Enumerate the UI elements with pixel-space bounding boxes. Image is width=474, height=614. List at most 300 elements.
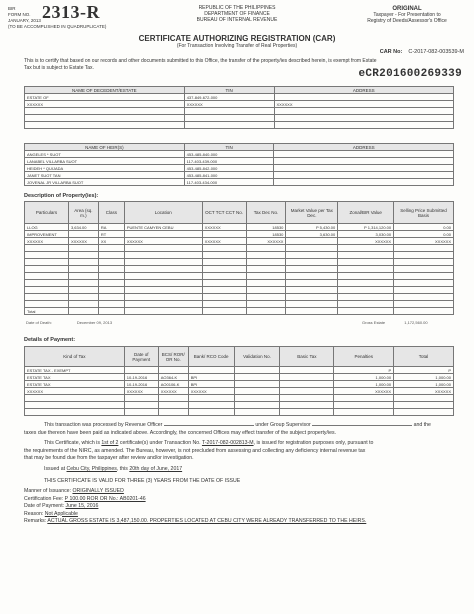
decedent-address-header: ADDRESS	[274, 87, 454, 94]
decedent-blank-cell	[25, 108, 185, 115]
payment-blank-cell	[124, 409, 158, 416]
payment-cell	[124, 367, 158, 374]
property-blank-cell	[286, 280, 338, 287]
issued-text-b: , this	[116, 466, 128, 472]
property-blank-cell	[286, 294, 338, 301]
payment-blank-cell	[334, 395, 394, 402]
property-cell: XXXXXX	[124, 238, 202, 245]
quadruplicate-note: (TO BE ACCOMPLISHED IN QUADRUPLICATE)	[8, 24, 107, 29]
heir-cell: 117-403-434-000	[184, 179, 274, 186]
payment-cell: XXXXXX	[158, 388, 188, 395]
property-cell: 3,630.00	[286, 231, 338, 238]
payment-cell: XXXXXX	[25, 388, 125, 395]
reason-label: Reason:	[24, 510, 44, 517]
property-blank-cell	[124, 294, 202, 301]
issued-date: 20th day of June, 2017	[129, 466, 183, 472]
payment-blank-cell	[158, 402, 188, 409]
property-blank-cell	[246, 252, 286, 259]
property-cell: LLOG	[25, 224, 69, 231]
payment-blank-row	[25, 409, 454, 416]
validity-statement: THIS CERTIFICATE IS VALID FOR THREE (3) YEARS FROM THE DATE OF ISSUE	[44, 478, 241, 484]
decedent-blank-row	[25, 108, 454, 115]
property-blank-cell	[124, 301, 202, 308]
issued-place: Cebu City, Philippines	[66, 466, 117, 472]
property-total-cell	[394, 308, 454, 315]
heirs-header-row	[25, 144, 454, 151]
payment-blank-cell	[334, 402, 394, 409]
payment-header-row	[25, 347, 454, 367]
property-blank-cell	[394, 245, 454, 252]
property-cell: 0.00	[394, 224, 454, 231]
payment-col-header: Basic Tax	[280, 347, 334, 367]
property-blank-cell	[286, 301, 338, 308]
payment-cell: XXXXXX	[334, 388, 394, 395]
payment-cell: ESTATE TAX	[25, 374, 125, 381]
copy-title: ORIGINAL	[392, 6, 422, 12]
property-blank-cell	[338, 266, 394, 273]
property-blank-cell	[246, 280, 286, 287]
property-blank-cell	[338, 287, 394, 294]
fee-value: P 100.00 ROR OR No.: AB0201-46	[64, 495, 146, 502]
gross-estate	[362, 320, 428, 325]
payment-row	[25, 381, 454, 388]
property-col-header: Selling Price Submitted Basis	[394, 202, 454, 224]
property-blank-cell	[202, 280, 246, 287]
car-number-label: CAR No:	[379, 49, 403, 55]
property-header-row	[25, 202, 454, 224]
decedent-blank-cell	[184, 122, 274, 129]
heir-cell	[274, 158, 454, 165]
reason-value: Not Applicable	[44, 510, 78, 517]
republic-line: REPUBLIC OF THE PHILIPPINES	[198, 5, 276, 11]
property-total-label: Total	[25, 308, 69, 315]
transaction-number: T-2017-082-002813-M	[201, 440, 254, 446]
property-col-header: Area (sq. m.)	[68, 202, 98, 224]
car-number	[380, 49, 464, 55]
property-cell: 0.00	[394, 231, 454, 238]
heir-cell	[274, 165, 454, 172]
decedent-cell	[274, 94, 454, 101]
heir-row	[25, 151, 454, 158]
property-blank-cell	[68, 301, 98, 308]
property-table	[24, 201, 454, 315]
property-blank-cell	[338, 294, 394, 301]
payment-blank-cell	[234, 402, 280, 409]
property-blank-cell	[25, 294, 69, 301]
property-blank-cell	[124, 280, 202, 287]
property-blank-cell	[394, 266, 454, 273]
processing-text-b: under Group Supervisor	[255, 422, 311, 428]
property-section-label: Description of Property(ies):	[24, 193, 99, 199]
payment-col-header: Penalties	[334, 347, 394, 367]
intro-line-2: Tax but is subject to Estate Tax.	[24, 65, 94, 71]
payment-blank-cell	[280, 395, 334, 402]
property-blank-cell	[25, 266, 69, 273]
copy-designation	[348, 6, 466, 24]
property-row	[25, 224, 454, 231]
payment-cell	[234, 367, 280, 374]
property-blank-cell	[25, 259, 69, 266]
property-blank-cell	[338, 273, 394, 280]
heir-row	[25, 165, 454, 172]
decedent-blank-cell	[274, 108, 454, 115]
decedent-blank-cell	[184, 115, 274, 122]
processing-line-2: taxes due thereon have been paid as indicated above. Accordingly, the concerned Offices may effect transfer of the subject property/ies.	[24, 429, 337, 436]
manner-value: ORIGINALLY ISSUED	[72, 488, 124, 494]
property-total-cell	[246, 308, 286, 315]
property-blank-cell	[202, 252, 246, 259]
agency-header	[150, 5, 324, 23]
property-blank-cell	[394, 301, 454, 308]
payment-col-header: Total	[394, 347, 454, 367]
property-blank-cell	[124, 273, 202, 280]
heir-address-header: ADDRESS	[274, 144, 454, 151]
payment-cell: P	[334, 367, 394, 374]
property-cell: XXXXXX	[394, 238, 454, 245]
payment-cell: ESTATE TAX - EXEMPT	[25, 367, 125, 374]
property-blank-cell	[202, 273, 246, 280]
remarks-label: Remarks:	[24, 518, 47, 524]
payment-date-label: Date of Payment:	[24, 503, 65, 509]
decedent-blank-cell	[25, 122, 185, 129]
decedent-blank-cell	[184, 108, 274, 115]
intro-line-1: This is to certify that based on our records and other documents submitted to this Office, the transfer of the property/ies described herein, is exempt from Estate	[24, 58, 377, 64]
decedent-blank-cell	[274, 115, 454, 122]
property-blank-cell	[286, 245, 338, 252]
payment-blank-cell	[158, 409, 188, 416]
heir-cell: 453-485-841-000	[184, 172, 274, 179]
property-blank-cell	[286, 252, 338, 259]
heir-cell	[274, 172, 454, 179]
property-blank-cell	[338, 252, 394, 259]
property-col-header: OCT TCT CCT No.	[202, 202, 246, 224]
payment-blank-cell	[394, 402, 454, 409]
heir-name-header: NAME OF HEIR(S)	[25, 144, 185, 151]
property-blank-cell	[25, 273, 69, 280]
payment-cell: 1,000.00	[394, 381, 454, 388]
payment-blank-cell	[394, 395, 454, 402]
processing-text-c: and the	[413, 422, 431, 428]
payment-blank-cell	[188, 409, 234, 416]
payment-blank-cell	[334, 409, 394, 416]
payment-cell: ESTATE TAX	[25, 381, 125, 388]
property-blank-cell	[202, 287, 246, 294]
payment-blank-row	[25, 402, 454, 409]
heir-cell: JOVENAL JR VILLARBA SUOT	[25, 179, 185, 186]
property-blank-cell	[68, 252, 98, 259]
property-cell: XXXXXX	[68, 238, 98, 245]
certificate-text-a: This Certificate, which is	[44, 440, 100, 446]
payment-row	[25, 374, 454, 381]
payment-col-header: Date of Payment	[124, 347, 158, 367]
payment-col-header: BCS/ ROR/ OR No.	[158, 347, 188, 367]
issuance-details	[24, 488, 454, 526]
heir-row	[25, 172, 454, 179]
property-blank-cell	[68, 287, 98, 294]
property-blank-cell	[286, 287, 338, 294]
payment-cell	[234, 381, 280, 388]
payment-blank-cell	[188, 395, 234, 402]
certificate-line-1	[24, 440, 454, 448]
payment-cell: P	[394, 367, 454, 374]
heir-tin-header: TIN	[184, 144, 274, 151]
property-blank-cell	[246, 301, 286, 308]
property-cell	[68, 231, 98, 238]
decedent-name-header: NAME OF DECEDENT/ESTATE	[25, 87, 185, 94]
property-total-cell	[338, 308, 394, 315]
heir-cell: 453-485-840-000	[184, 151, 274, 158]
property-blank-row	[25, 273, 454, 280]
gross-estate-value: 1,172,560.00	[404, 320, 428, 325]
property-blank-cell	[286, 273, 338, 280]
payment-blank-cell	[25, 395, 125, 402]
decedent-row	[25, 101, 454, 108]
decedent-cell: XXXXXX	[184, 101, 274, 108]
payment-col-header: Kind of Tax	[25, 347, 125, 367]
property-blank-cell	[202, 245, 246, 252]
property-blank-cell	[124, 252, 202, 259]
property-cell: RT	[98, 231, 124, 238]
heir-cell: LANABEL VILLARBA SUOT	[25, 158, 185, 165]
property-blank-cell	[25, 245, 69, 252]
property-blank-cell	[286, 259, 338, 266]
property-blank-row	[25, 259, 454, 266]
property-total-cell	[202, 308, 246, 315]
property-blank-cell	[246, 259, 286, 266]
decedent-blank-row	[25, 115, 454, 122]
property-blank-cell	[68, 266, 98, 273]
property-blank-cell	[246, 294, 286, 301]
property-blank-cell	[338, 280, 394, 287]
heir-cell: ANGELES * SUOT	[25, 151, 185, 158]
property-col-header: Particulars	[25, 202, 69, 224]
property-blank-row	[25, 252, 454, 259]
form-number	[42, 2, 100, 23]
remarks-row	[24, 518, 454, 526]
property-blank-row	[25, 280, 454, 287]
payment-cell: 1,000.00	[334, 381, 394, 388]
payment-blank-cell	[280, 409, 334, 416]
payment-cell: XXXXXX	[188, 388, 234, 395]
property-cell: P 5,430.00	[286, 224, 338, 231]
property-cell: PUENTE CAMYEN CEBU	[124, 224, 202, 231]
property-cell: IMPROVEMENT	[25, 231, 69, 238]
certificate-text-b: certificate(s) under Transaction No.	[119, 440, 201, 446]
property-blank-row	[25, 287, 454, 294]
payment-cell: AO364-K	[158, 374, 188, 381]
decedent-blank-cell	[25, 115, 185, 122]
heir-cell: JANET SUOT TAN	[25, 172, 185, 179]
payment-blank-cell	[394, 409, 454, 416]
property-blank-cell	[338, 259, 394, 266]
property-row	[25, 238, 454, 245]
form-revision: JANUARY, 2013	[8, 18, 41, 23]
property-blank-cell	[246, 287, 286, 294]
property-blank-cell	[202, 259, 246, 266]
property-blank-cell	[202, 301, 246, 308]
property-cell: XX	[98, 238, 124, 245]
property-cell: XXXXXX	[202, 224, 246, 231]
decedent-tin-header: TIN	[184, 87, 274, 94]
issued-line-inner	[24, 466, 454, 474]
payment-cell: 1,000.00	[394, 374, 454, 381]
property-cell: P 1,314,120.00	[338, 224, 394, 231]
payment-cell	[234, 388, 280, 395]
property-blank-cell	[394, 252, 454, 259]
property-cell	[124, 231, 202, 238]
property-total-cell	[286, 308, 338, 315]
payment-cell: BPI	[188, 381, 234, 388]
certificate-paragraph	[24, 440, 454, 463]
property-col-header: Market Value per Tax Dec.	[286, 202, 338, 224]
property-blank-cell	[68, 280, 98, 287]
processing-text-a: This transaction was processed by Revenue Officer	[44, 422, 163, 428]
property-cell: XXXXXX	[25, 238, 69, 245]
heir-cell: HEIDEH * QUIJADA	[25, 165, 185, 172]
payment-cell: XXXXXX	[124, 388, 158, 395]
payment-date-value: June 15, 2016	[65, 503, 99, 509]
property-blank-cell	[246, 245, 286, 252]
form-no-label: FORM NO.	[8, 12, 31, 17]
reason-row	[24, 511, 454, 519]
payment-cell	[280, 381, 334, 388]
payment-cell	[158, 367, 188, 374]
property-blank-cell	[394, 287, 454, 294]
payment-cell	[280, 367, 334, 374]
payment-row	[25, 388, 454, 395]
manner-label: Manner of Issuance:	[24, 488, 72, 494]
payment-cell	[280, 388, 334, 395]
date-of-death-label: Date of Death:	[26, 320, 52, 325]
property-cell: XXXXXX	[202, 238, 246, 245]
property-blank-cell	[338, 301, 394, 308]
payment-cell: 1,000.00	[334, 374, 394, 381]
property-blank-row	[25, 294, 454, 301]
remarks-value: ACTUAL GROSS ESTATE IS 3,487,150.00. PROPERTIES LOCATED AT CEBU CITY WERE ALREADY TRANSFERRED TO THE HEIRS.	[47, 518, 367, 524]
document-subtitle: (For Transaction Involving Transfer of Real Properties)	[176, 43, 298, 49]
gross-estate-label: Gross Estate	[362, 320, 386, 325]
property-blank-cell	[246, 273, 286, 280]
date-of-death-value: December 09, 2013	[76, 320, 113, 325]
payment-col-header: Validation No.	[234, 347, 280, 367]
property-blank-cell	[98, 294, 124, 301]
property-blank-cell	[98, 301, 124, 308]
property-blank-cell	[124, 259, 202, 266]
copy-line-1: Taxpayer - For Presentation to	[373, 12, 441, 18]
property-blank-cell	[124, 287, 202, 294]
payment-blank-cell	[124, 402, 158, 409]
decedent-cell: 437-849-672-000	[184, 94, 274, 101]
property-blank-cell	[25, 280, 69, 287]
car-number-value: C-2017-082-003539-M	[408, 49, 464, 55]
heir-row	[25, 158, 454, 165]
payment-blank-cell	[25, 402, 125, 409]
property-blank-cell	[25, 252, 69, 259]
property-blank-cell	[98, 259, 124, 266]
decedent-blank-cell	[274, 122, 454, 129]
document-title: CERTIFICATE AUTHORIZING REGISTRATION (CAR)	[138, 34, 336, 43]
property-blank-cell	[124, 245, 202, 252]
property-col-header: Location	[124, 202, 202, 224]
payment-cell	[188, 367, 234, 374]
property-blank-cell	[98, 252, 124, 259]
revenue-officer-blank	[164, 425, 254, 426]
decedent-header-row	[25, 87, 454, 94]
processing-line-1	[24, 422, 454, 430]
payment-cell: BPI	[188, 374, 234, 381]
property-blank-cell	[25, 287, 69, 294]
payment-blank-cell	[25, 409, 125, 416]
property-cell: RA	[98, 224, 124, 231]
payment-blank-cell	[158, 395, 188, 402]
property-col-header: Class	[98, 202, 124, 224]
property-blank-cell	[68, 273, 98, 280]
fee-row	[24, 496, 454, 504]
bureau-line: BUREAU OF INTERNAL REVENUE	[196, 17, 278, 23]
property-cell: XXXXXX	[246, 238, 286, 245]
property-cell: XXXXXX	[338, 238, 394, 245]
decedent-cell: ESTATE OF	[25, 94, 185, 101]
property-blank-cell	[68, 259, 98, 266]
property-cell: 3,634.00	[68, 224, 98, 231]
payment-row	[25, 367, 454, 374]
property-cell: 18530	[246, 231, 286, 238]
heir-cell: 117-403-439-000	[184, 158, 274, 165]
date-of-death	[26, 320, 112, 325]
payment-blank-cell	[280, 402, 334, 409]
payment-cell: 10-19-2016	[124, 381, 158, 388]
payment-cell	[234, 374, 280, 381]
property-col-header: Zonal/BIR Value	[338, 202, 394, 224]
property-blank-cell	[394, 280, 454, 287]
property-blank-cell	[338, 245, 394, 252]
heir-cell: 453-485-842-000	[184, 165, 274, 172]
property-blank-cell	[124, 266, 202, 273]
property-blank-cell	[25, 301, 69, 308]
payment-blank-cell	[188, 402, 234, 409]
property-blank-cell	[202, 266, 246, 273]
certificate-line-3: that may be found due from the taxpayer after review and/or investigation.	[24, 455, 194, 461]
property-blank-cell	[98, 280, 124, 287]
manner-row	[24, 488, 454, 496]
heir-row	[25, 179, 454, 186]
payment-col-header: Bank/ RCO Code	[188, 347, 234, 367]
certificate-text-c: , is issued for registration purposes only, pursuant to	[253, 440, 374, 446]
property-blank-cell	[68, 245, 98, 252]
payment-blank-cell	[234, 395, 280, 402]
property-blank-row	[25, 245, 454, 252]
decedent-blank-row	[25, 122, 454, 129]
property-blank-cell	[98, 245, 124, 252]
property-blank-cell	[394, 273, 454, 280]
property-blank-cell	[202, 294, 246, 301]
decedent-row	[25, 94, 454, 101]
property-total-cell	[68, 308, 98, 315]
certificate-count: 1st of 2	[101, 440, 119, 446]
payment-cell: 10-19-2016	[124, 374, 158, 381]
barcode-number: eCR201600269339	[358, 68, 462, 80]
certificate-line-2: the requirements of the NIRC, as amended. The Bureau, however, is not precluded from assessing and collecting any deficiency internal revenue tax	[24, 447, 366, 454]
payment-date-row	[24, 503, 454, 511]
payment-cell: XXXXXX	[394, 388, 454, 395]
decedent-cell: XXXXXX	[274, 101, 454, 108]
payment-cell: AO0106-K	[158, 381, 188, 388]
property-cell	[202, 231, 246, 238]
property-blank-cell	[98, 266, 124, 273]
payment-blank-row	[25, 395, 454, 402]
fee-label: Certification Fee:	[24, 495, 64, 502]
property-total-row	[25, 308, 454, 315]
